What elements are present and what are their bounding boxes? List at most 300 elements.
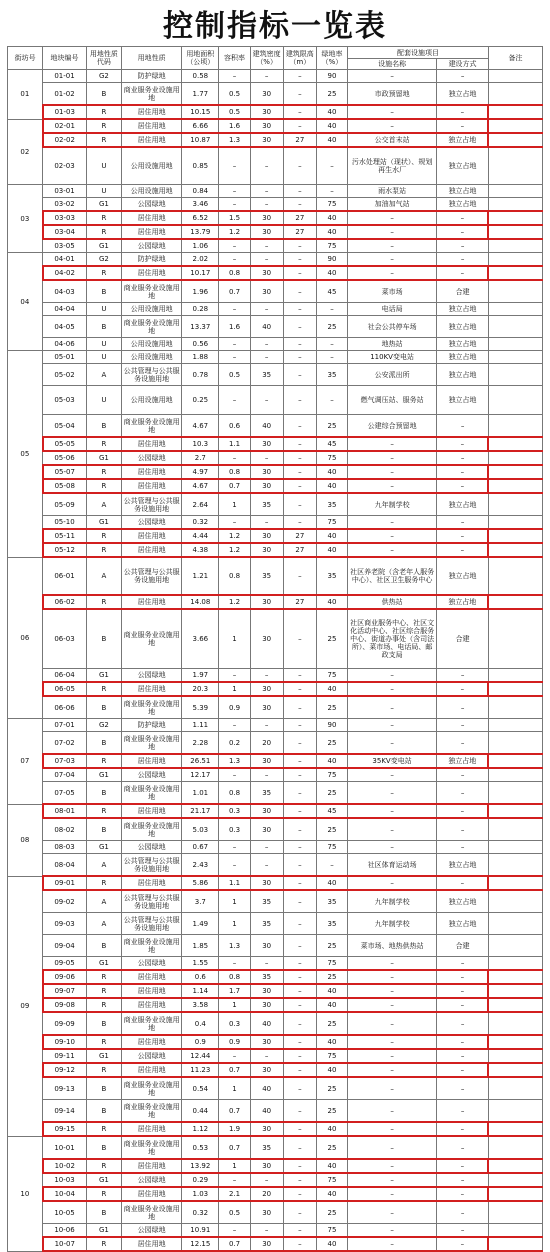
height-cell: – (283, 970, 316, 984)
green-cell: 75 (316, 1049, 347, 1063)
far-cell: 1.3 (219, 133, 250, 147)
block-cell: 06-02 (43, 595, 87, 609)
code-cell: R (86, 595, 121, 609)
density-cell: – (250, 1224, 283, 1238)
far-cell: 0.7 (219, 280, 250, 303)
nature-cell: 公园绿地 (122, 1224, 182, 1238)
note-cell (488, 782, 542, 805)
green-cell: 40 (316, 1187, 347, 1201)
green-cell: 45 (316, 437, 347, 451)
block-cell: 07-05 (43, 782, 87, 805)
area-cell: 2.43 (182, 854, 219, 877)
note-cell (488, 1012, 542, 1035)
code-cell: R (86, 1237, 121, 1251)
facility-cell: 九年制学校 (348, 890, 437, 913)
area-cell: 1.88 (182, 351, 219, 364)
green-cell: 35 (316, 913, 347, 935)
nature-cell: 居住用地 (122, 529, 182, 543)
far-cell: 1.9 (219, 1122, 250, 1136)
facility-cell: 公安派出所 (348, 364, 437, 386)
facility-cell: – (348, 732, 437, 755)
density-cell: 30 (250, 609, 283, 669)
facility-cell: – (348, 211, 437, 225)
height-cell: 27 (283, 595, 316, 609)
table-row (8, 351, 543, 364)
code-cell: B (86, 818, 121, 841)
mode-cell: – (437, 719, 489, 732)
height-cell: – (283, 1100, 316, 1123)
nature-cell: 居住用地 (122, 1035, 182, 1049)
facility-cell: 社区商业服务中心、社区文化活动中心、社区综合服务中心、街道办事处（含司法所）、菜市场、电话局、邮政支局 (348, 609, 437, 669)
area-cell: 4.67 (182, 479, 219, 493)
height-cell: – (283, 768, 316, 782)
code-cell: B (86, 1077, 121, 1100)
green-cell: 25 (316, 782, 347, 805)
mode-cell: 独立占地 (437, 198, 489, 212)
mode-cell: 独立占地 (437, 854, 489, 877)
nature-cell: 公园绿地 (122, 451, 182, 465)
green-cell: 75 (316, 1173, 347, 1187)
area-cell: 0.32 (182, 1201, 219, 1224)
table-row (8, 818, 543, 841)
mode-cell: – (437, 1187, 489, 1201)
nature-cell: 居住用地 (122, 119, 182, 133)
far-cell: 0.8 (219, 782, 250, 805)
far-cell: 2.1 (219, 1187, 250, 1201)
far-cell: 0.3 (219, 1012, 250, 1035)
nature-cell: 居住用地 (122, 682, 182, 696)
area-cell: 10.87 (182, 133, 219, 147)
density-cell: – (250, 768, 283, 782)
code-cell: B (86, 83, 121, 106)
table-row (8, 465, 543, 479)
facility-cell: – (348, 970, 437, 984)
table-row (8, 266, 543, 280)
facility-cell: 雨水泵站 (348, 185, 437, 198)
green-cell: 40 (316, 225, 347, 239)
note-cell (488, 364, 542, 386)
facility-cell: 社区体育运动场 (348, 854, 437, 877)
density-cell: 30 (250, 754, 283, 768)
block-cell: 09-06 (43, 970, 87, 984)
block-cell: 06-05 (43, 682, 87, 696)
density-cell: 30 (250, 682, 283, 696)
area-cell: 1.06 (182, 239, 219, 253)
note-cell (488, 970, 542, 984)
far-cell: – (219, 351, 250, 364)
block-cell: 01-01 (43, 70, 87, 83)
density-cell: 30 (250, 543, 283, 557)
code-cell: R (86, 754, 121, 768)
density-cell: 35 (250, 493, 283, 516)
table-row (8, 595, 543, 609)
mode-cell: – (437, 1159, 489, 1173)
nature-cell: 公共管理与公共服务设施用地 (122, 913, 182, 935)
table-row (8, 529, 543, 543)
code-cell: G2 (86, 70, 121, 83)
block-cell: 06-03 (43, 609, 87, 669)
block-cell: 09-09 (43, 1012, 87, 1035)
mode-cell: – (437, 1201, 489, 1224)
density-cell: 30 (250, 1063, 283, 1077)
height-cell: – (283, 239, 316, 253)
code-cell: G2 (86, 253, 121, 267)
mode-cell: – (437, 984, 489, 998)
facility-cell: – (348, 451, 437, 465)
district-cell: 02 (8, 119, 43, 185)
note-cell (488, 386, 542, 415)
height-cell: – (283, 719, 316, 732)
green-cell: 25 (316, 316, 347, 338)
density-cell: – (250, 338, 283, 351)
green-cell: 25 (316, 1201, 347, 1224)
green-cell: 35 (316, 890, 347, 913)
area-cell: 5.86 (182, 876, 219, 890)
mode-cell: – (437, 479, 489, 493)
code-cell: B (86, 1012, 121, 1035)
far-cell: 0.5 (219, 1201, 250, 1224)
density-cell: 30 (250, 1201, 283, 1224)
far-cell: 0.5 (219, 105, 250, 119)
height-cell: 27 (283, 133, 316, 147)
table-row (8, 804, 543, 818)
nature-cell: 居住用地 (122, 595, 182, 609)
note-cell (488, 609, 542, 669)
height-cell: – (283, 984, 316, 998)
area-cell: 0.9 (182, 1035, 219, 1049)
green-cell: – (316, 303, 347, 316)
code-cell: R (86, 876, 121, 890)
code-cell: U (86, 303, 121, 316)
far-cell: 1.2 (219, 595, 250, 609)
area-cell: 6.52 (182, 211, 219, 225)
header-density: 建筑密度（%） (250, 47, 283, 70)
density-cell: – (250, 303, 283, 316)
facility-cell: – (348, 841, 437, 854)
facility-cell: – (348, 529, 437, 543)
nature-cell: 居住用地 (122, 543, 182, 557)
code-cell: R (86, 105, 121, 119)
facility-cell: 社会公共停车场 (348, 316, 437, 338)
mode-cell: 独立占地 (437, 83, 489, 106)
block-cell: 05-10 (43, 516, 87, 530)
far-cell: 0.7 (219, 479, 250, 493)
far-cell: 0.7 (219, 1063, 250, 1077)
nature-cell: 商业服务业设施用地 (122, 1136, 182, 1159)
mode-cell: – (437, 266, 489, 280)
density-cell: 30 (250, 1035, 283, 1049)
height-cell: – (283, 451, 316, 465)
density-cell: – (250, 351, 283, 364)
facility-cell: – (348, 1122, 437, 1136)
header-code: 用地性质代码 (86, 47, 121, 70)
nature-cell: 公园绿地 (122, 239, 182, 253)
mode-cell: 独立占地 (437, 338, 489, 351)
density-cell: 40 (250, 415, 283, 438)
block-cell: 04-05 (43, 316, 87, 338)
density-cell: 30 (250, 266, 283, 280)
area-cell: 21.17 (182, 804, 219, 818)
note-cell (488, 105, 542, 119)
note-cell (488, 253, 542, 267)
header-height: 建筑限高（m） (283, 47, 316, 70)
mode-cell: 独立占地 (437, 133, 489, 147)
block-cell: 09-14 (43, 1100, 87, 1123)
mode-cell: 独立占地 (437, 364, 489, 386)
table-row (8, 253, 543, 267)
block-cell: 10-04 (43, 1187, 87, 1201)
area-cell: 12.15 (182, 1237, 219, 1251)
height-cell: – (283, 185, 316, 198)
nature-cell: 居住用地 (122, 133, 182, 147)
nature-cell: 防护绿地 (122, 70, 182, 83)
facility-cell: – (348, 1173, 437, 1187)
green-cell: 45 (316, 804, 347, 818)
density-cell: 30 (250, 876, 283, 890)
note-cell (488, 493, 542, 516)
header-facility: 设施名称 (348, 59, 437, 70)
height-cell: – (283, 957, 316, 971)
nature-cell: 居住用地 (122, 1237, 182, 1251)
header-nature: 用地性质 (122, 47, 182, 70)
table-row (8, 1187, 543, 1201)
facility-cell: 地热站 (348, 338, 437, 351)
header-green: 绿地率（%） (316, 47, 347, 70)
code-cell: R (86, 984, 121, 998)
green-cell: 40 (316, 1237, 347, 1251)
far-cell: 0.8 (219, 970, 250, 984)
nature-cell: 居住用地 (122, 211, 182, 225)
green-cell: 75 (316, 768, 347, 782)
far-cell: 0.3 (219, 818, 250, 841)
area-cell: 3.58 (182, 998, 219, 1012)
block-cell: 09-15 (43, 1122, 87, 1136)
nature-cell: 商业服务业设施用地 (122, 818, 182, 841)
far-cell: – (219, 1049, 250, 1063)
mode-cell: – (437, 1237, 489, 1251)
far-cell: – (219, 338, 250, 351)
mode-cell: – (437, 1100, 489, 1123)
table-row (8, 970, 543, 984)
block-cell: 05-12 (43, 543, 87, 557)
far-cell: 0.7 (219, 1100, 250, 1123)
green-cell: 45 (316, 280, 347, 303)
mode-cell: – (437, 70, 489, 83)
height-cell: – (283, 876, 316, 890)
mode-cell: – (437, 669, 489, 683)
nature-cell: 商业服务业设施用地 (122, 1012, 182, 1035)
facility-cell: – (348, 696, 437, 719)
code-cell: A (86, 557, 121, 595)
height-cell: – (283, 1136, 316, 1159)
code-cell: B (86, 1201, 121, 1224)
height-cell: – (283, 70, 316, 83)
area-cell: 2.7 (182, 451, 219, 465)
note-cell (488, 682, 542, 696)
note-cell (488, 303, 542, 316)
density-cell: 30 (250, 225, 283, 239)
block-cell: 04-03 (43, 280, 87, 303)
facility-cell: – (348, 239, 437, 253)
far-cell: 1.2 (219, 225, 250, 239)
green-cell: 75 (316, 1224, 347, 1238)
table-row (8, 1077, 543, 1100)
far-cell: – (219, 1224, 250, 1238)
facility-cell: – (348, 1100, 437, 1123)
facility-cell: 九年制学校 (348, 913, 437, 935)
table-row (8, 364, 543, 386)
green-cell: 40 (316, 119, 347, 133)
header-mode: 建设方式 (437, 59, 489, 70)
facility-cell: – (348, 1063, 437, 1077)
table-row (8, 338, 543, 351)
code-cell: B (86, 609, 121, 669)
area-cell: 1.12 (182, 1122, 219, 1136)
note-cell (488, 338, 542, 351)
note-cell (488, 211, 542, 225)
green-cell: 35 (316, 557, 347, 595)
nature-cell: 居住用地 (122, 437, 182, 451)
height-cell: – (283, 147, 316, 185)
mode-cell: – (437, 782, 489, 805)
nature-cell: 公园绿地 (122, 516, 182, 530)
table-row (8, 696, 543, 719)
height-cell: – (283, 479, 316, 493)
area-cell: 0.29 (182, 1173, 219, 1187)
facility-cell: 菜市场 (348, 280, 437, 303)
far-cell: – (219, 768, 250, 782)
mode-cell: – (437, 998, 489, 1012)
table-row (8, 1201, 543, 1224)
facility-cell: – (348, 768, 437, 782)
block-cell: 09-05 (43, 957, 87, 971)
code-cell: G1 (86, 239, 121, 253)
nature-cell: 防护绿地 (122, 719, 182, 732)
nature-cell: 商业服务业设施用地 (122, 782, 182, 805)
area-cell: 3.66 (182, 609, 219, 669)
area-cell: 1.14 (182, 984, 219, 998)
green-cell: 40 (316, 984, 347, 998)
height-cell: 27 (283, 529, 316, 543)
green-cell: 25 (316, 1100, 347, 1123)
density-cell: 30 (250, 984, 283, 998)
green-cell: 40 (316, 133, 347, 147)
note-cell (488, 957, 542, 971)
nature-cell: 商业服务业设施用地 (122, 415, 182, 438)
green-cell: 40 (316, 754, 347, 768)
far-cell: 1.3 (219, 754, 250, 768)
table-row (8, 782, 543, 805)
nature-cell: 居住用地 (122, 804, 182, 818)
height-cell: – (283, 316, 316, 338)
height-cell: – (283, 557, 316, 595)
area-cell: 26.51 (182, 754, 219, 768)
facility-cell: – (348, 998, 437, 1012)
density-cell: 30 (250, 696, 283, 719)
far-cell: 0.5 (219, 83, 250, 106)
block-cell: 09-04 (43, 935, 87, 957)
density-cell: 30 (250, 818, 283, 841)
code-cell: R (86, 529, 121, 543)
density-cell: – (250, 198, 283, 212)
note-cell (488, 1122, 542, 1136)
note-cell (488, 876, 542, 890)
table-row (8, 1237, 543, 1251)
density-cell: 30 (250, 465, 283, 479)
density-cell: 30 (250, 105, 283, 119)
green-cell: 40 (316, 529, 347, 543)
code-cell: G1 (86, 451, 121, 465)
nature-cell: 商业服务业设施用地 (122, 609, 182, 669)
nature-cell: 公用设施用地 (122, 303, 182, 316)
facility-cell: 污水处理站（现状）、规划再生水厂 (348, 147, 437, 185)
green-cell: 75 (316, 669, 347, 683)
note-cell (488, 1049, 542, 1063)
far-cell: 1.6 (219, 119, 250, 133)
block-cell: 05-04 (43, 415, 87, 438)
green-cell: 25 (316, 1077, 347, 1100)
green-cell: 25 (316, 1012, 347, 1035)
area-cell: 1.21 (182, 557, 219, 595)
far-cell: 1 (219, 682, 250, 696)
nature-cell: 防护绿地 (122, 253, 182, 267)
table-row (8, 854, 543, 877)
table-row (8, 280, 543, 303)
density-cell: 30 (250, 119, 283, 133)
green-cell: 40 (316, 465, 347, 479)
note-cell (488, 225, 542, 239)
code-cell: B (86, 280, 121, 303)
block-cell: 07-04 (43, 768, 87, 782)
green-cell: 75 (316, 451, 347, 465)
facility-cell: – (348, 782, 437, 805)
table-row (8, 1173, 543, 1187)
block-cell: 02-02 (43, 133, 87, 147)
table-row (8, 386, 543, 415)
block-cell: 06-04 (43, 669, 87, 683)
facility-cell: – (348, 984, 437, 998)
note-cell (488, 1237, 542, 1251)
far-cell: 1.1 (219, 876, 250, 890)
code-cell: R (86, 1063, 121, 1077)
nature-cell: 居住用地 (122, 105, 182, 119)
density-cell: 30 (250, 280, 283, 303)
height-cell: – (283, 1173, 316, 1187)
block-cell: 06-01 (43, 557, 87, 595)
area-cell: 5.39 (182, 696, 219, 719)
green-cell: 40 (316, 479, 347, 493)
block-cell: 04-02 (43, 266, 87, 280)
facility-cell: – (348, 876, 437, 890)
far-cell: 0.9 (219, 696, 250, 719)
mode-cell: – (437, 1012, 489, 1035)
density-cell: 30 (250, 804, 283, 818)
block-cell: 09-10 (43, 1035, 87, 1049)
code-cell: G1 (86, 768, 121, 782)
table-row (8, 876, 543, 890)
nature-cell: 居住用地 (122, 970, 182, 984)
block-cell: 08-01 (43, 804, 87, 818)
note-cell (488, 1224, 542, 1238)
density-cell: – (250, 957, 283, 971)
facility-cell: – (348, 1187, 437, 1201)
table-body (8, 70, 543, 1252)
block-cell: 03-03 (43, 211, 87, 225)
table-row (8, 1035, 543, 1049)
block-cell: 10-03 (43, 1173, 87, 1187)
area-cell: 0.6 (182, 970, 219, 984)
far-cell: 1 (219, 493, 250, 516)
